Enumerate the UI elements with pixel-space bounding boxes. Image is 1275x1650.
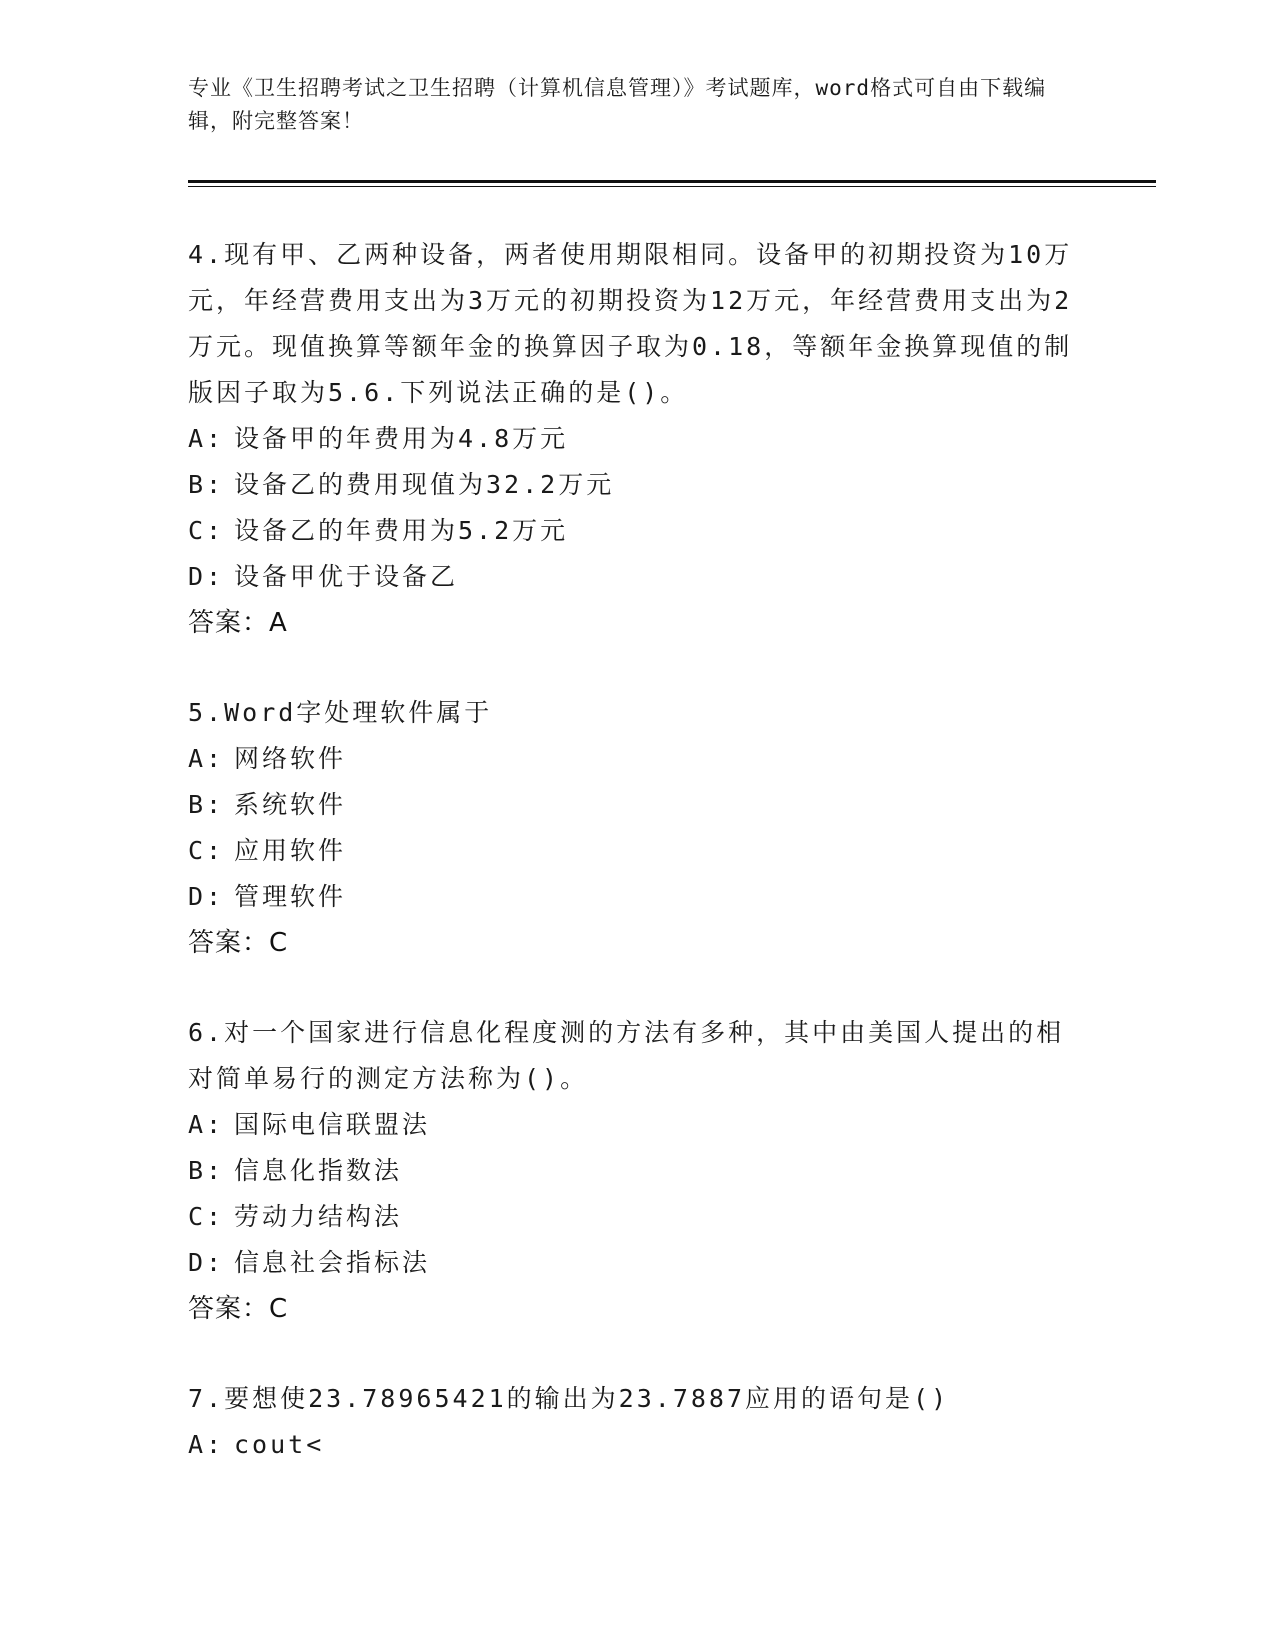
question-4-option-b [188,462,1088,508]
option-text: 设备乙的费用现值为32.2万元 [234,470,615,499]
option-prefix: A: [188,424,225,453]
option-text: 设备甲的年费用为4.8万元 [234,424,569,453]
option-prefix: B: [188,470,225,499]
question-5-option-d [188,874,1088,920]
option-prefix: C: [188,516,225,545]
option-text: cout< [234,1430,325,1459]
question-7-option-a [188,1422,1088,1468]
option-prefix: A: [188,1430,225,1459]
option-text: 信息化指数法 [234,1156,403,1185]
option-prefix: C: [188,1202,225,1231]
question-5-text: 5.Word字处理软件属于 [188,698,493,727]
option-text: 信息社会指标法 [234,1248,431,1277]
question-4-answer: 答案：A [188,608,288,638]
question-4-option-c [188,508,1088,554]
document-header: 专业《卫生招聘考试之卫生招聘（计算机信息管理）》考试题库，word格式可自由下载编辑，附完整答案！ [188,76,1047,133]
question-5-answer: 答案：C [188,928,289,958]
option-text: 系统软件 [234,790,347,819]
option-text: 应用软件 [234,836,347,865]
option-text: 设备乙的年费用为5.2万元 [234,516,569,545]
question-list [188,232,1088,1512]
option-prefix: A: [188,744,225,773]
question-6-text: 6.对一个国家进行信息化程度测的方法有多种，其中由美国人提出的相对简单易行的测定方法称为()。 [188,1018,1065,1093]
option-prefix: B: [188,1156,225,1185]
option-prefix: D: [188,882,225,911]
question-6 [188,1010,1088,1332]
question-4-option-a [188,416,1088,462]
question-4-option-d [188,554,1088,600]
question-7 [188,1376,1088,1468]
option-text: 管理软件 [234,882,347,911]
option-text: 网络软件 [234,744,347,773]
option-text: 劳动力结构法 [234,1202,403,1231]
option-text: 国际电信联盟法 [234,1110,431,1139]
header-rule-thick [188,180,1156,183]
option-prefix: B: [188,790,225,819]
option-prefix: D: [188,562,225,591]
question-4 [188,232,1088,646]
question-6-option-c [188,1194,1088,1240]
option-prefix: A: [188,1110,225,1139]
question-6-option-a [188,1102,1088,1148]
question-7-text: 7.要想使23.78965421的输出为23.7887应用的语句是() [188,1384,950,1413]
question-5 [188,690,1088,966]
question-5-option-a [188,736,1088,782]
question-5-option-c [188,828,1088,874]
question-6-option-b [188,1148,1088,1194]
option-text: 设备甲优于设备乙 [234,562,459,591]
question-6-answer: 答案：C [188,1294,289,1324]
question-6-option-d [188,1240,1088,1286]
header-rule-thin [188,186,1156,187]
question-4-text: 4.现有甲、乙两种设备，两者使用期限相同。设备甲的初期投资为10万元，年经营费用支出为3万元的初期投资为12万元，年经营费用支出为2万元。现值换算等额年金的换算因子取为0.18，等额年金换算现值的制版因子取为5.6.下列说法正确的是()。 [188,240,1073,407]
question-5-option-b [188,782,1088,828]
option-prefix: D: [188,1248,225,1277]
option-prefix: C: [188,836,225,865]
